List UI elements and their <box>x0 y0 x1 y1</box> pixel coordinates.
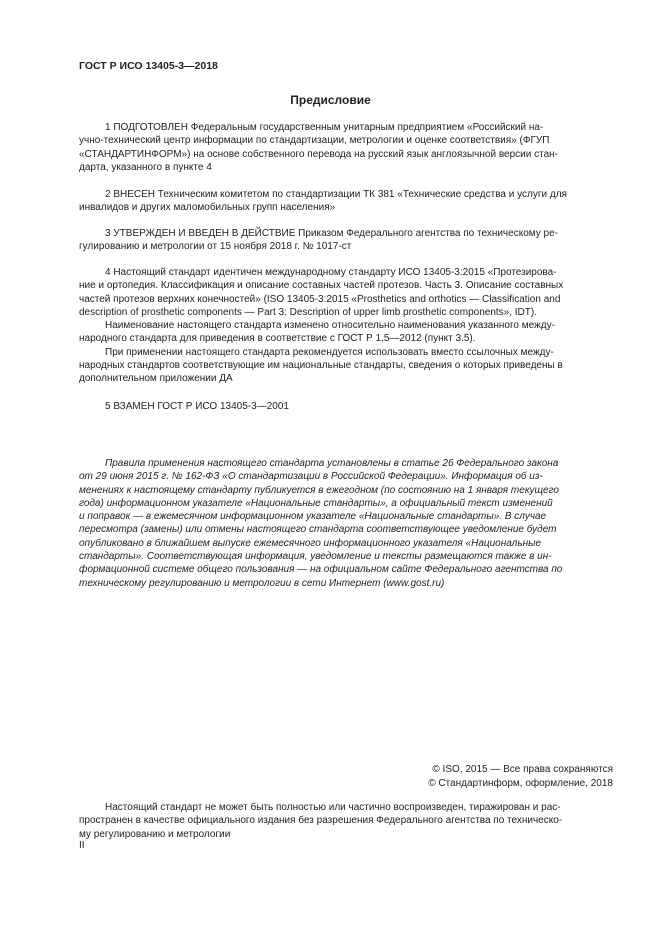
notice-line: формационной системе общего пользования — на официальном сайте Федерального агентства по <box>79 564 563 576</box>
notice-line: от 29 июня 2015 г. № 162-ФЗ «О стандартизации в Российской Федерации». Информация об из- <box>79 471 543 483</box>
section-2-line: 2 ВНЕСЕН Техническим комитетом по стандартизации ТК 381 «Технические средства и услуги для <box>105 189 567 200</box>
standard-code-header: ГОСТ Р ИСО 13405-3—2018 <box>79 60 218 72</box>
section-2-paragraph <box>79 188 613 215</box>
section-4-line: частей протезов верхних конечностей» (ISO 13405-3:2015 «Prosthetics and orthotics — Classification and <box>79 293 561 305</box>
section-4-line: Наименование настоящего стандарта изменено относительно наименования указанного между- <box>105 320 555 332</box>
section-4-line: description of prosthetic components — Part 3: Description of upper limb prosthetic components», IDT). <box>79 306 537 318</box>
notice-line: техническому регулированию и метрологии в сети Интернет (www.gost.ru) <box>79 577 445 589</box>
notice-line: и поправок — в ежемесячном информационном указателе «Национальные стандарты». В случае <box>79 511 547 523</box>
section-1-line: дарта, указанного в пункте 4 <box>79 161 212 173</box>
reproduction-notice-line: Настоящий стандарт не может быть полностью или частично воспроизведен, тиражирован и рас- <box>105 802 561 813</box>
section-3-line: 3 УТВЕРЖДЕН И ВВЕДЕН В ДЕЙСТВИЕ Приказом Федерального агентства по техническому ре- <box>105 228 558 239</box>
notice-line: стандарты». Соответствующая информация, уведомление и тексты размещаются также в ин- <box>79 551 552 563</box>
notice-line: менениях к настоящему стандарту публикуется в ежегодном (по состоянию на 1 января текущего <box>79 484 559 496</box>
section-1-paragraph <box>79 121 613 174</box>
section-1-line: учно-технический центр информации по стандартизации, метрологии и оценке соответствия» (ФГУП <box>79 135 550 147</box>
section-4-line: народных стандартов соответствующие им национальные стандарты, сведения о которых приведены в <box>79 360 563 372</box>
notice-line: опубликовано в ближайшем выпуске ежемесячного информационного указателя «Национальные <box>79 537 542 549</box>
notice-line: года) информационном указателе «Национальные стандарты», а официальный текст изменений <box>79 497 553 509</box>
section-5-line: 5 ВЗАМЕН ГОСТ Р ИСО 13405-3—2001 <box>105 401 289 412</box>
section-4-paragraph <box>79 266 613 386</box>
page-title: Предисловие <box>290 93 371 107</box>
section-4-line: народного стандарта для приведения в соответствие с ГОСТ Р 1.5—2012 (пункт 3.5). <box>79 333 476 345</box>
section-4-line: дополнительном приложении ДА <box>79 373 233 385</box>
section-4-line: 4 Настоящий стандарт идентичен международному стандарту ИСО 13405-3:2015 «Протезирова- <box>105 267 557 278</box>
reproduction-notice-line: му регулированию и метрологии <box>79 828 231 840</box>
section-5-paragraph <box>79 400 613 413</box>
section-4-line: ние и ортопедия. Классификация и описание составных частей протезов. Часть 3. Описание составных <box>79 280 564 292</box>
section-1-line: «СТАНДАРТИНФОРМ») на основе собственного перевода на русский язык англоязычной версии стан- <box>79 148 558 160</box>
copyright-iso: © ISO, 2015 — Все права сохраняются <box>432 764 613 775</box>
section-2-line: инвалидов и других маломобильных групп населения» <box>79 202 336 214</box>
standard-application-notice <box>79 457 613 590</box>
copyright-standartinform: © Стандартинформ, оформление, 2018 <box>428 778 613 789</box>
page-number: II <box>79 840 85 851</box>
notice-line: пересмотра (замены) или отмены настоящего стандарта соответствующее уведомление будет <box>79 524 557 536</box>
reproduction-notice <box>79 801 613 841</box>
notice-line: Правила применения настоящего стандарта установлены в статье 26 Федерального закона <box>105 458 559 469</box>
section-4-line: При применении настоящего стандарта рекомендуется использовать вместо ссылочных между- <box>105 346 554 358</box>
section-1-line: 1 ПОДГОТОВЛЕН Федеральным государственным унитарным предприятием «Российский на- <box>105 122 544 133</box>
section-3-line: гулированию и метрологии от 15 ноября 2018 г. № 1017-ст <box>79 241 352 253</box>
reproduction-notice-line: пространен в качестве официального издания без разрешения Федерального агентства по техническо- <box>79 815 563 827</box>
section-3-paragraph <box>79 227 613 254</box>
